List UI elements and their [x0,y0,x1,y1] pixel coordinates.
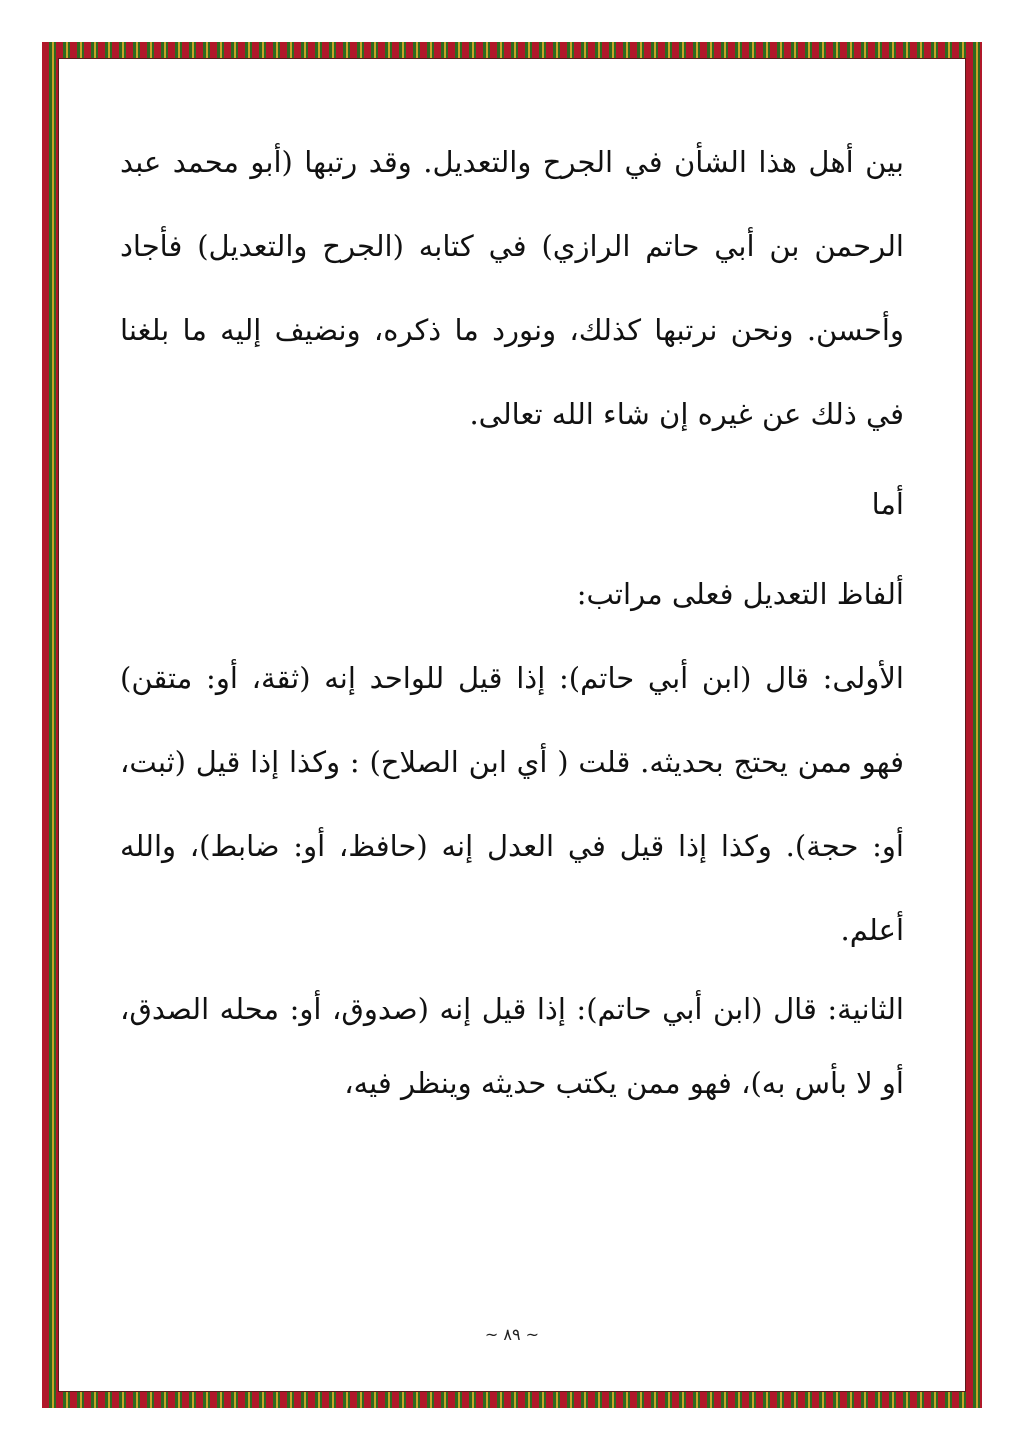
first-rank-paragraph: الأولى: قال (ابن أبي حاتم): إذا قيل للواحد إنه (ثقة، أو: متقن) فهو ممن يحتج بحديثه. قلت ( أي ابن الصلاح) : وكذا إذا قيل (ثبت، أو: حجة). وكذا إذا قيل في العدل إنه (حافظ، أو: ضابط)، والله أعلم. [120,661,904,947]
page-content [120,120,904,1120]
amma-word: أما [871,487,904,521]
second-rank-paragraph: الثانية: قال (ابن أبي حاتم): إذا قيل إنه (صدوق، أو: محله الصدق، أو لا بأس به)، فهو ممن يكتب حديثه وينظر فيه، [120,992,904,1100]
page-number: ~ ٨٩ ~ [484,1325,540,1344]
section-heading: ألفاظ التعديل فعلى مراتب: [576,577,904,611]
intro-paragraph: بين أهل هذا الشأن في الجرح والتعديل. وقد رتبها (أبو محمد عبد الرحمن بن أبي حاتم الرازي) في كتابه (الجرح والتعديل) فأجاد وأحسن. ونحن نرتبها كذلك، ونورد ما ذكره، ونضيف إليه ما بلغنا في ذلك عن غيره إن شاء الله تعالى. [120,145,904,431]
